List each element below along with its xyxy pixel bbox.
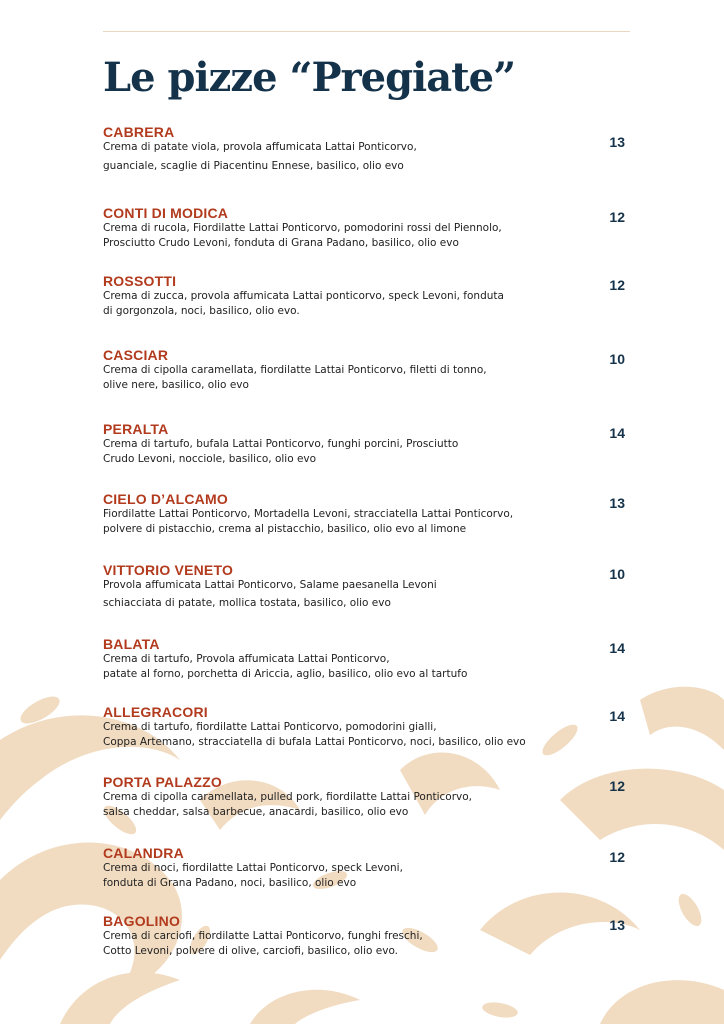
item-price: 14 xyxy=(609,708,625,724)
item-description-line: Crema di cipolla caramellata, fiordilatte Lattai Ponticorvo, filetti di tonno, xyxy=(103,364,487,376)
item-description-line: Crema di carciofi, fiordilatte Lattai Ponticorvo, funghi freschi, xyxy=(103,930,423,942)
item-description-line: fonduta di Grana Padano, noci, basilico, olio evo xyxy=(103,877,357,889)
item-description-line: guanciale, scaglie di Piacentinu Ennese, basilico, olio evo xyxy=(103,160,404,172)
item-name: CONTI DI MODICA xyxy=(103,205,229,221)
item-name: PERALTA xyxy=(103,421,169,437)
item-name: BAGOLINO xyxy=(103,913,181,929)
item-description-line: Cotto Levoni, polvere di olive, carciofi, basilico, olio evo. xyxy=(103,945,399,957)
item-description-line: Crema di noci, fiordilatte Lattai Ponticorvo, speck Levoni, xyxy=(103,862,403,874)
item-description-line: Crema di tartufo, Provola affumicata Lattai Ponticorvo, xyxy=(103,653,390,665)
item-name: CALANDRA xyxy=(103,845,184,861)
menu-item xyxy=(103,347,643,393)
item-description xyxy=(103,221,573,251)
item-price: 12 xyxy=(609,849,625,865)
item-name: ROSSOTTI xyxy=(103,273,177,289)
item-price: 12 xyxy=(609,277,625,293)
item-price: 14 xyxy=(609,425,625,441)
item-description xyxy=(103,289,573,319)
item-description-line: Crema di rucola, Fiordilatte Lattai Ponticorvo, pomodorini rossi del Piennolo, xyxy=(103,222,502,234)
menu-item xyxy=(103,273,643,319)
item-description-line: Crema di cipolla caramellata, pulled pork, fiordilatte Lattai Ponticorvo, xyxy=(103,791,473,803)
item-price: 13 xyxy=(609,495,625,511)
menu-item xyxy=(103,421,643,467)
item-description-line: Fiordilatte Lattai Ponticorvo, Mortadella Levoni, stracciatella Lattai Ponticorvo, xyxy=(103,508,514,520)
item-description xyxy=(103,507,573,537)
item-name: CIELO D’ALCAMO xyxy=(103,491,228,507)
item-name: PORTA PALAZZO xyxy=(103,774,222,790)
item-price: 12 xyxy=(609,778,625,794)
menu-item xyxy=(103,636,643,682)
item-description xyxy=(103,720,573,750)
menu-item xyxy=(103,491,643,537)
item-description xyxy=(103,140,573,174)
item-description-line: di gorgonzola, noci, basilico, olio evo. xyxy=(103,305,300,317)
item-description-line: schiacciata di patate, mollica tostata, basilico, olio evo xyxy=(103,597,391,609)
item-name: CASCIAR xyxy=(103,347,169,363)
menu-item xyxy=(103,913,643,959)
item-description xyxy=(103,437,573,467)
item-description xyxy=(103,861,573,891)
item-description-line: salsa cheddar, salsa barbecue, anacardi, basilico, olio evo xyxy=(103,806,409,818)
item-name: BALATA xyxy=(103,636,160,652)
item-description xyxy=(103,652,573,682)
item-name: CABRERA xyxy=(103,124,175,140)
page-title: Le pizze “Pregiate” xyxy=(103,54,516,101)
item-description-line: polvere di pistacchio, crema al pistacchio, basilico, olio evo al limone xyxy=(103,523,467,535)
menu-item xyxy=(103,845,643,891)
item-description-line: Crema di tartufo, fiordilatte Lattai Ponticorvo, pomodorini gialli, xyxy=(103,721,437,733)
item-price: 13 xyxy=(609,917,625,933)
item-price: 13 xyxy=(609,134,625,150)
menu-item xyxy=(103,124,643,174)
item-description-line: olive nere, basilico, olio evo xyxy=(103,379,249,391)
item-description xyxy=(103,790,573,820)
top-divider xyxy=(103,31,630,32)
item-description-line: Crudo Levoni, nocciole, basilico, olio evo xyxy=(103,453,317,465)
item-description xyxy=(103,363,573,393)
item-name: ALLEGRACORI xyxy=(103,704,208,720)
item-description-line: Provola affumicata Lattai Ponticorvo, Salame paesanella Levoni xyxy=(103,579,437,591)
item-description xyxy=(103,929,573,959)
item-name: VITTORIO VENETO xyxy=(103,562,234,578)
menu-item xyxy=(103,704,643,750)
item-description xyxy=(103,578,573,611)
item-price: 12 xyxy=(609,209,625,225)
menu-item xyxy=(103,205,643,251)
item-description-line: Prosciutto Crudo Levoni, fonduta di Grana Padano, basilico, olio evo xyxy=(103,237,459,249)
item-description-line: patate al forno, porchetta di Ariccia, aglio, basilico, olio evo al tartufo xyxy=(103,668,468,680)
item-price: 10 xyxy=(609,351,625,367)
menu-item xyxy=(103,774,643,820)
item-price: 10 xyxy=(609,566,625,582)
item-description-line: Crema di patate viola, provola affumicata Lattai Ponticorvo, xyxy=(103,141,417,153)
menu-item xyxy=(103,562,643,611)
item-price: 14 xyxy=(609,640,625,656)
item-description-line: Crema di tartufo, bufala Lattai Ponticorvo, funghi porcini, Prosciutto xyxy=(103,438,459,450)
item-description-line: Coppa Artemano, stracciatella di bufala Lattai Ponticorvo, noci, basilico, olio evo xyxy=(103,736,526,748)
item-description-line: Crema di zucca, provola affumicata Lattai ponticorvo, speck Levoni, fonduta xyxy=(103,290,504,302)
